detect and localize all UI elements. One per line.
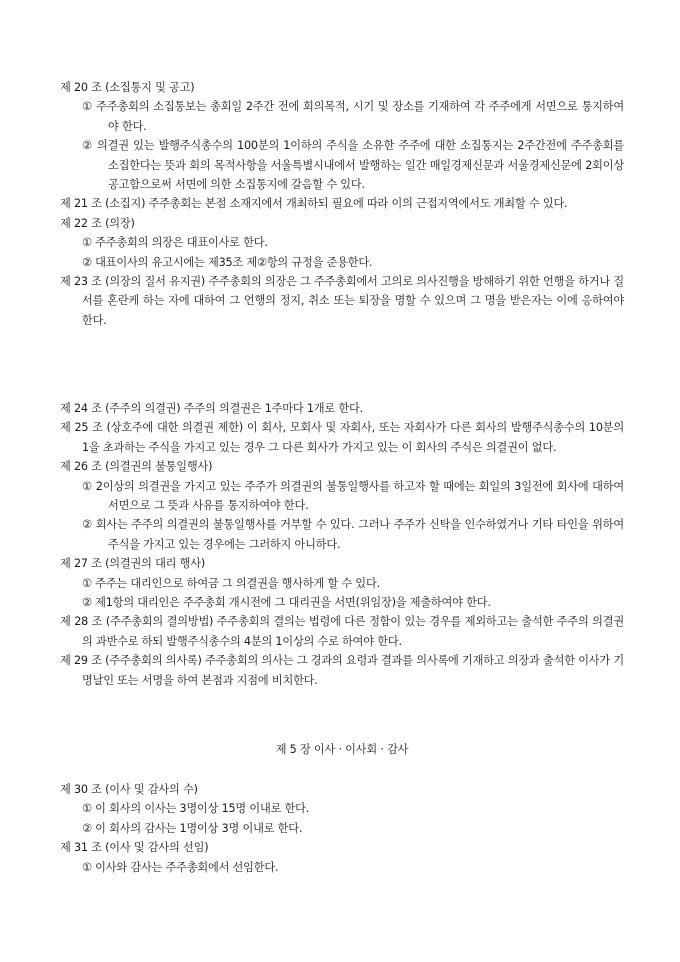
article-26-clause-2: ② 회사는 주주의 의결권의 불통일행사를 거부할 수 있다. 그러나 주주가 신탁을 인수하였거나 기타 타인을 위하여 주식을 가지고 있는 경우에는 그러하지 아니하다.	[82, 518, 624, 551]
articles-30-31	[60, 780, 624, 877]
articles-20-23	[60, 78, 624, 330]
article-27-clause-2: ② 제1항의 대리인은 주주총회 개시전에 그 대리권을 서면(위임장)을 제출하여야 한다.	[82, 596, 491, 610]
article-30-clause-2: ② 이 회사의 감사는 1명이상 3명 이내로 한다.	[82, 821, 303, 835]
article-22-clause-2: ② 대표이사의 유고시에는 제35조 제②항의 규정을 준용한다.	[82, 255, 373, 269]
articles-24-29	[60, 399, 624, 690]
article-20-clause-2: ② 의결권 있는 발행주식총수의 100분의 1이하의 주식을 소유한 주주에 대한 소집통지는 2주간전에 주주총회를 소집한다는 뜻과 회의 목적사항을 서울특별시내에서 발행하는 일간 매일경제신문과 서울경제신문에 2회이상 공고함으로써 서면에 의한 소집통지에 갈음할 수 있다.	[82, 139, 624, 192]
article-29: 제 29 조 (주주총회의 의사록) 주주총회의 의사는 그 경과의 요령과 결과를 의사록에 기재하고 의장과 출석한 이사가 기명날인 또는 서명을 하여 본점과 지점에 비치한다.	[60, 654, 624, 687]
article-27-clause-1: ① 주주는 대리인으로 하여금 그 의결권을 행사하게 할 수 있다.	[82, 576, 380, 590]
chapter-5-heading-block	[60, 740, 624, 759]
article-26-title: 제 26 조 (의결권의 불통일행사)	[60, 460, 213, 474]
article-20-title: 제 20 조 (소집통지 및 공고)	[60, 81, 195, 94]
article-30-title: 제 30 조 (이사 및 감사의 수)	[60, 783, 198, 796]
article-27-title: 제 27 조 (의결권의 대리 행사)	[60, 557, 206, 571]
article-26-clause-1: ① 2이상의 의결권을 가지고 있는 주주가 의결권의 불통일행사를 하고자 할 때에는 회일의 3일전에 회사에 대하여 서면으로 그 뜻과 사유를 통지하여야 한다.	[82, 479, 624, 513]
article-22-clause-1: ① 주주총회의 의장은 대표이사로 한다.	[82, 236, 268, 250]
article-31-clause-1: ① 이사와 감사는 주주총회에서 선임한다.	[82, 860, 279, 874]
article-30-clause-1: ① 이 회사의 이사는 3명이상 15명 이내로 한다.	[82, 802, 310, 816]
article-31-title: 제 31 조 (이사 및 감사의 선임)	[60, 841, 209, 855]
article-24: 제 24 조 (주주의 의결권) 주주의 의결권은 1주마다 1개로 한다.	[60, 402, 363, 415]
article-23: 제 23 조 (의장의 질서 유지권) 주주총회의 의장은 그 주주총회에서 고의로 의사진행을 방해하기 위한 언행을 하거나 질서를 혼란케 하는 자에 대하여 그 언행의 정지, 취소 또는 퇴장을 명할 수 있으며 그 명을 받은자는 이에 응하여야 한다.	[60, 275, 624, 327]
article-25: 제 25 조 (상호주에 대한 의결권 제한) 이 회사, 모회사 및 자회사, 또는 자회사가 다른 회사의 발행주식총수의 10분의 1을 초과하는 주식을 가지고 있는 경우 그 다른 회사가 가지고 있는 이 회사의 주식은 의결권이 없다.	[60, 421, 624, 454]
article-21: 제 21 조 (소집지) 주주총회는 본점 소재지에서 개최하되 필요에 따라 이의 근접지역에서도 개최할 수 있다.	[60, 197, 568, 211]
chapter-heading: 제 5 장 이사 · 이사회 · 감사	[275, 743, 409, 756]
article-22-title: 제 22 조 (의장)	[60, 216, 135, 230]
article-28: 제 28 조 (주주총회의 결의방법) 주주총회의 결의는 법령에 다른 정함이 있는 경우를 제외하고는 출석한 주주의 의결권의 과반수로 하되 발행주식총수의 4분의 1이상의 수로 하여야 한다.	[60, 615, 624, 648]
article-20-clause-1: ① 주주총회의 소집통보는 총회일 2주간 전에 회의목적, 시기 및 장소를 기재하여 각 주주에게 서면으로 통지하여야 한다.	[82, 100, 624, 133]
